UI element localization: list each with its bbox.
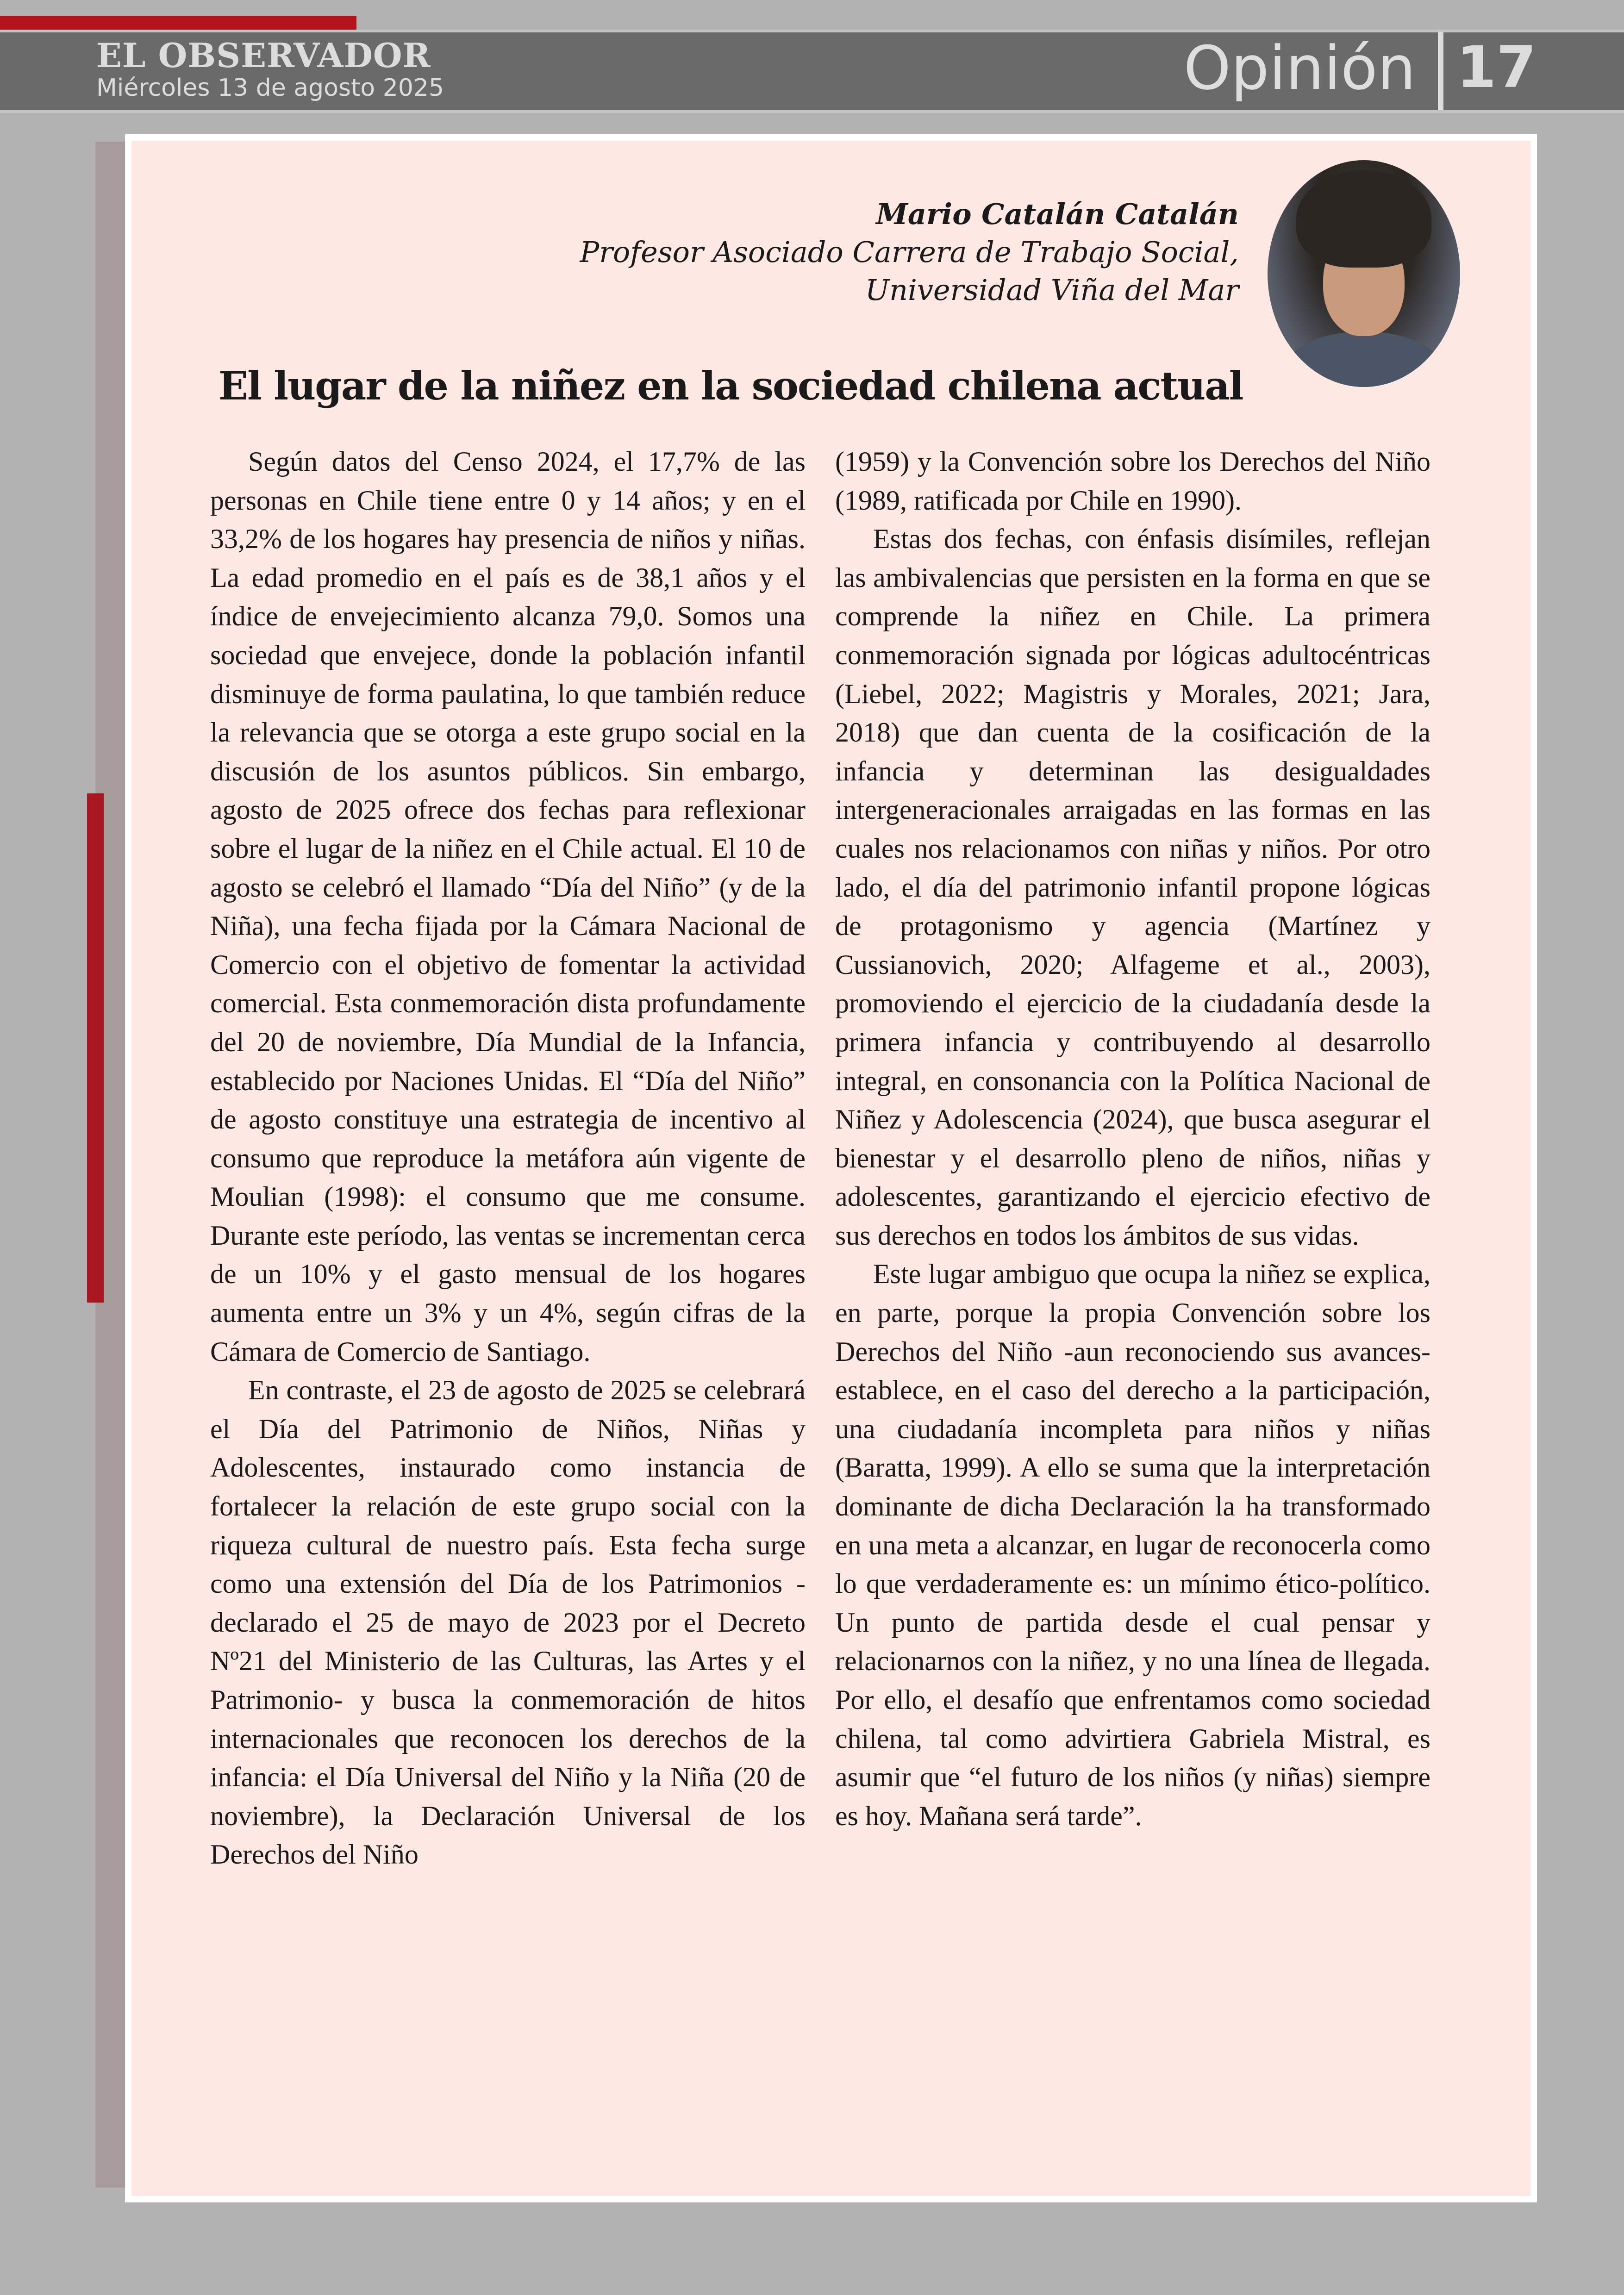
side-accent-bar	[87, 793, 104, 1303]
header-accent-bar	[0, 16, 356, 30]
article-column-right	[835, 443, 1430, 1835]
author-role-line-1: Profesor Asociado Carrera de Trabajo Social,	[580, 235, 1239, 269]
newspaper-masthead: EL OBSERVADOR	[96, 36, 431, 75]
article-paragraph: Según datos del Censo 2024, el 17,7% de las personas en Chile tiene entre 0 y 14 años; y en el 33,2% de los hogares hay presencia de niños y niñas. La edad promedio en el país es de 38,1 años y el índice de envejecimiento alcanza 79,0. Somos una sociedad que envejece, donde la población infantil disminuye de forma paulatina, lo que también reduce la relevancia que se otorga a este grupo social en la discusión de los asuntos públicos. Sin embargo, agosto de 2025 ofrece dos fechas para reflexionar sobre el lugar de la niñez en el Chile actual. El 10 de agosto se celebró el llamado “Día del Niño” (y de la Niña), una fecha fijada por la Cámara Nacional de Comercio con el objetivo de fomentar la actividad comercial. Esta conmemoración dista profundamente del 20 de noviembre, Día Mundial de la Infancia, establecido por Naciones Unidas. El “Día del Niño” de agosto constituye una estrategia de incentivo al consumo que reproduce la metáfora aún vigente de Moulian (1998): el consumo que me consume. Durante este período, las ventas se incrementan cerca de un 10% y el gasto mensual de los hogares aumenta entre un 3% y un 4%, según cifras de la Cámara de Comercio de Santiago.	[210, 446, 806, 1367]
article-headline: El lugar de la niñez en la sociedad chilena actual	[219, 363, 1243, 409]
issue-date: Miércoles 13 de agosto 2025	[96, 74, 444, 102]
article-column-left	[210, 443, 806, 1874]
article-paragraph: (1959) y la Convención sobre los Derechos del Niño (1989, ratificada por Chile en 1990).	[835, 446, 1430, 516]
article-paragraph: Este lugar ambiguo que ocupa la niñez se explica, en parte, porque la propia Convención sobre los Derechos del Niño -aun reconociendo sus avances- establece, en el caso del derecho a la participación, una ciudadanía incompleta para niños y niñas (Baratta, 1999). A ello se suma que la interpretación dominante de dicha Declaración la ha transformado en una meta a alcanzar, en lugar de reconocerla como lo que verdaderamente es: un mínimo ético-político. Un punto de partida desde el cual pensar y relacionarnos con la niñez, y no una línea de llegada. Por ello, el desafío que enfrentamos como sociedad chilena, tal como advirtiera Gabriela Mistral, es asumir que “el futuro de los niños (y niñas) siempre es hoy. Mañana será tarde”.	[835, 1259, 1430, 1831]
article-body-panel	[131, 141, 1530, 2196]
page-number: 17	[1456, 34, 1537, 101]
article-paragraph: En contraste, el 23 de agosto de 2025 se celebrará el Día del Patrimonio de Niños, Niñas y Adolescentes, instaurado como instancia de fortalecer la relación de este grupo social con la riqueza cultural de nuestro país. Esta fecha surge como una extensión del Día de los Patrimonios -declarado el 25 de mayo de 2023 por el Decreto Nº21 del Ministerio de las Culturas, las Artes y el Patrimonio- y busca la conmemoración de hitos internacionales que reconocen los derechos de la infancia: el Día Universal del Niño y la Niña (20 de noviembre), la Declaración Universal de los Derechos del Niño	[210, 1375, 806, 1870]
article-card	[125, 134, 1537, 2202]
author-photo	[1268, 160, 1460, 387]
photo-shirt	[1286, 331, 1442, 387]
section-title: Opinión	[1183, 33, 1416, 103]
author-role-line-2: Universidad Viña del Mar	[865, 273, 1239, 307]
author-block	[580, 195, 1239, 309]
author-name: Mario Catalán Catalán	[876, 197, 1239, 231]
header-divider	[1438, 32, 1443, 110]
photo-hair	[1296, 170, 1431, 268]
article-paragraph: Estas dos fechas, con énfasis disímiles, reflejan las ambivalencias que persisten en la forma en que se comprende la niñez en Chile. La primera conmemoración signada por lógicas adultocéntricas (Liebel, 2022; Magistris y Morales, 2021; Jara, 2018) que dan cuenta de la cosificación de la infancia y determinan las desigualdades intergeneracionales arraigadas en las formas en las cuales nos relacionamos con niñas y niños. Por otro lado, el día del patrimonio infantil propone lógicas de protagonismo y agencia (Martínez y Cussianovich, 2020; Alfageme et al., 2003), promoviendo el ejercicio de la ciudadanía desde la primera infancia y contribuyendo al desarrollo integral, en consonancia con la Política Nacional de Niñez y Adolescencia (2024), que busca asegurar el bienestar y el desarrollo pleno de niños, niñas y adolescentes, garantizando el ejercicio efectivo de sus derechos en todos los ámbitos de sus vidas.	[835, 524, 1430, 1251]
